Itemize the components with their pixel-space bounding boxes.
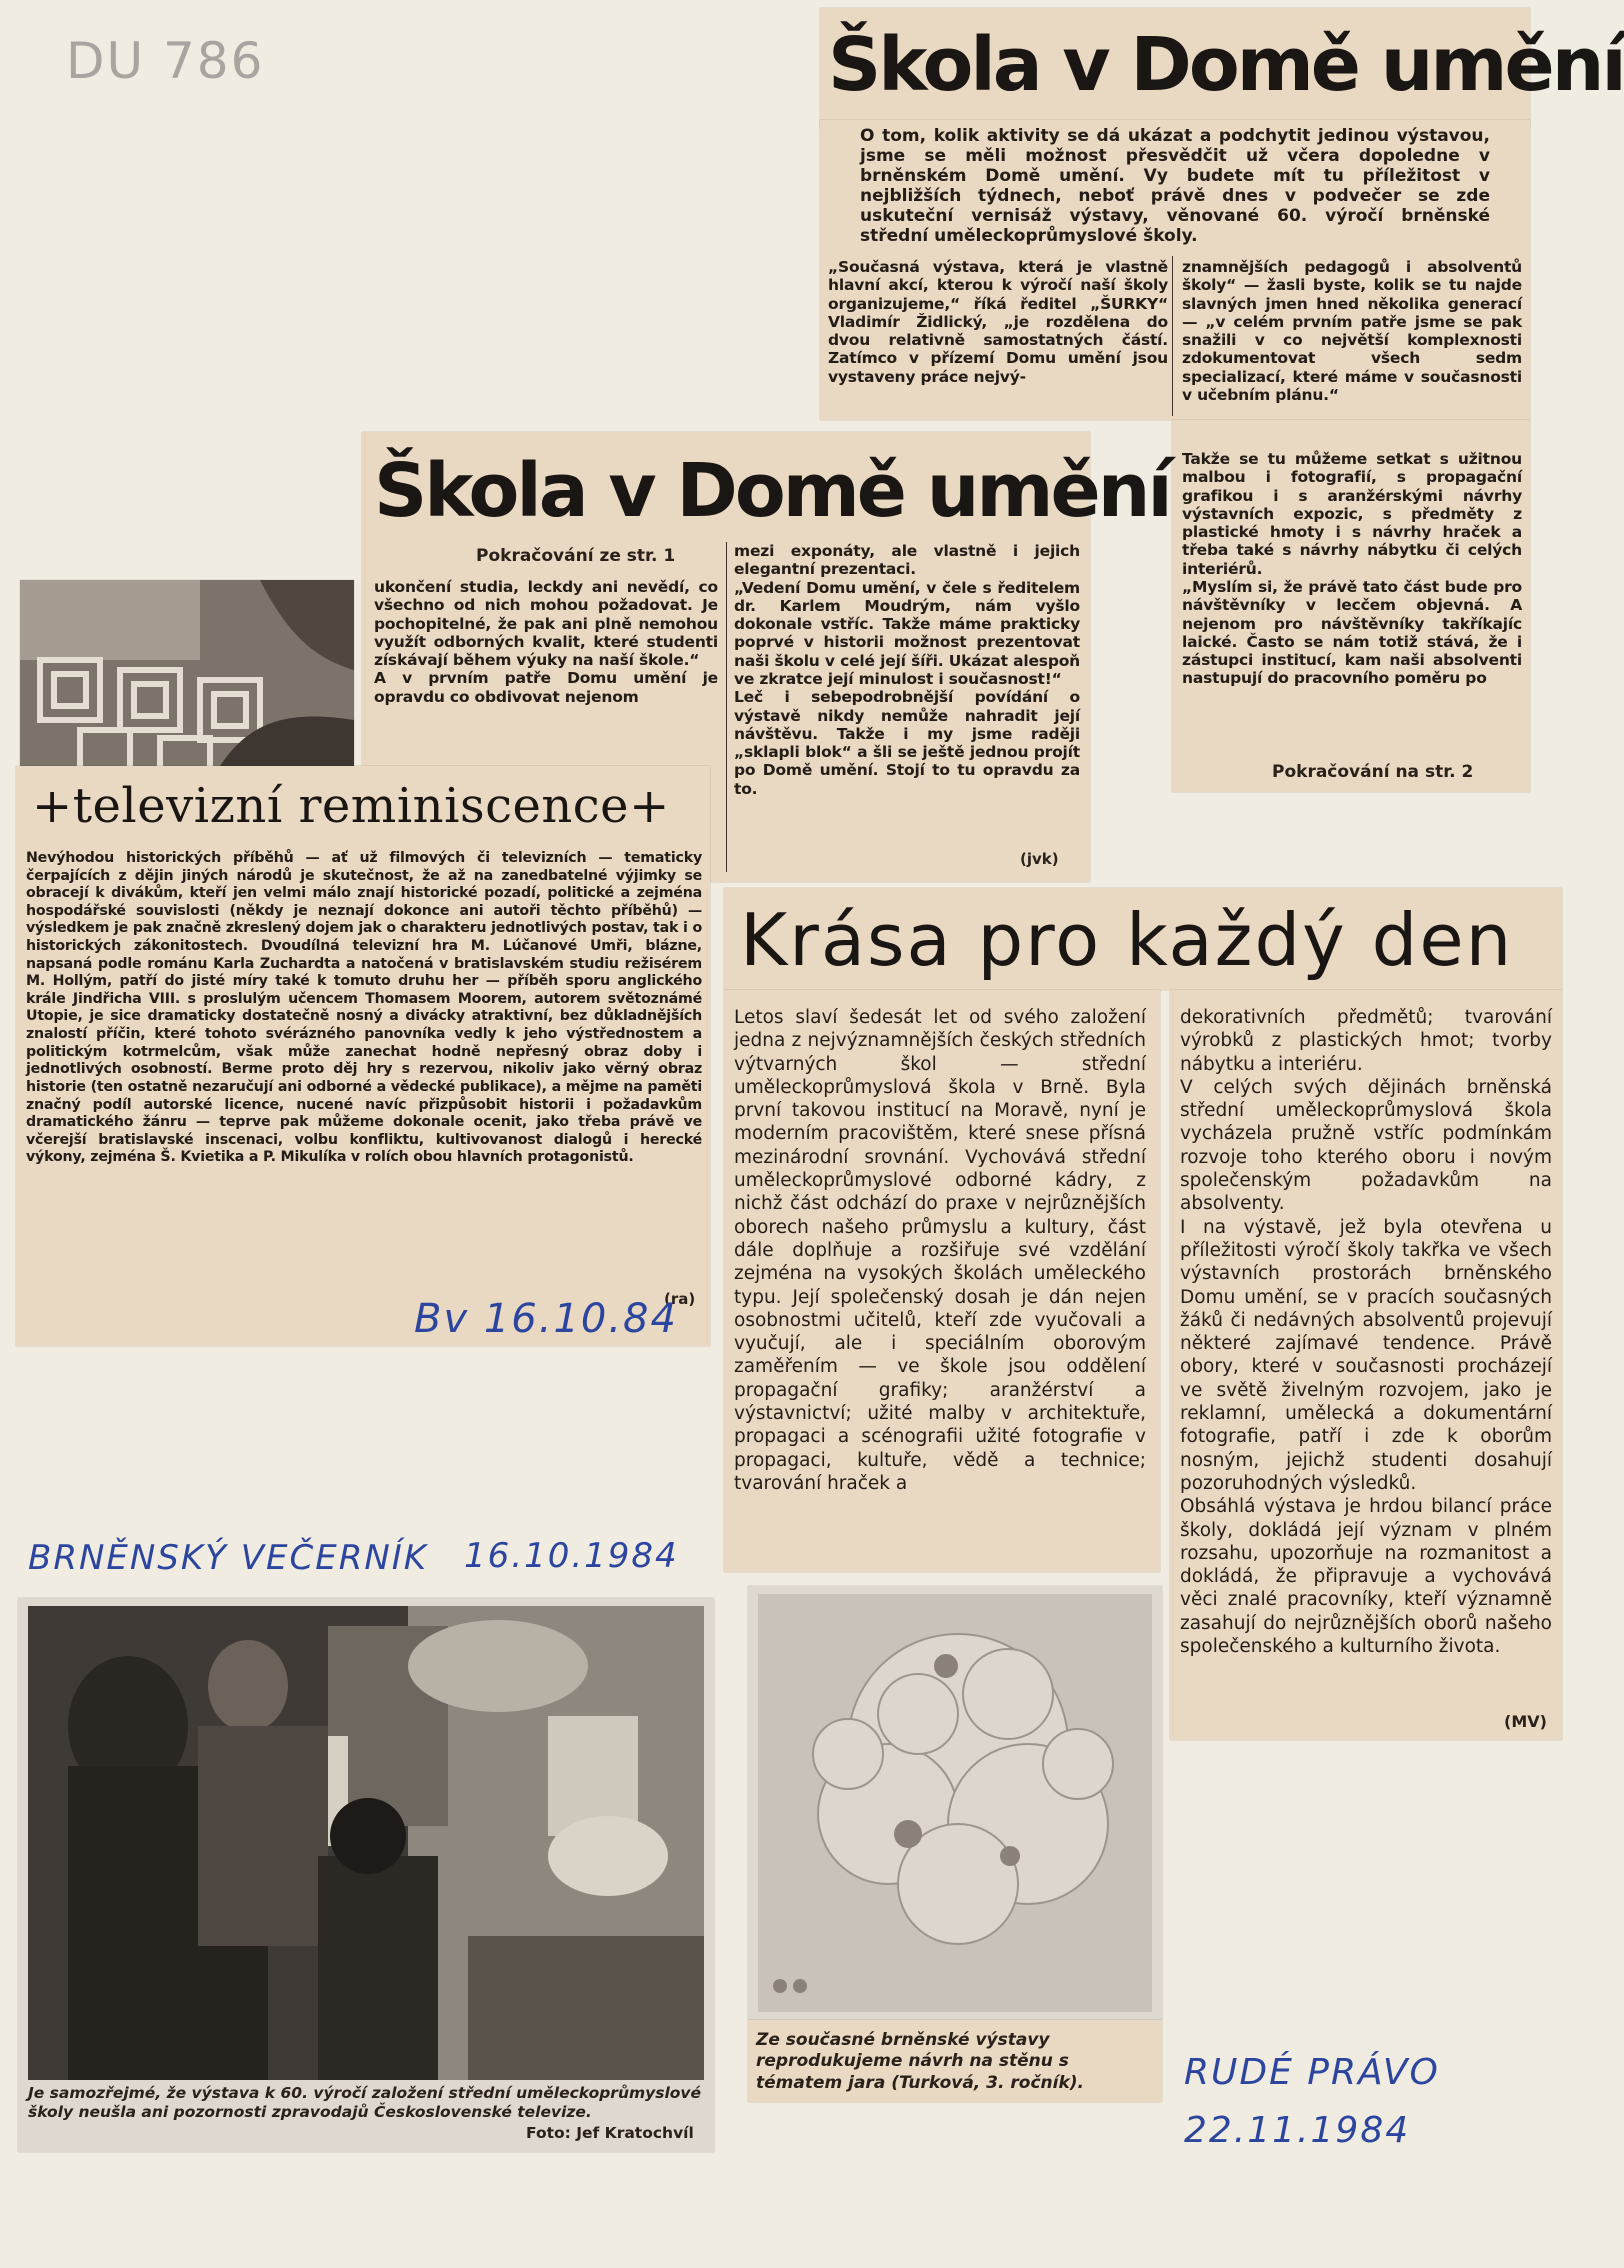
wall-photo-caption: Ze současné brněnské výstavy reprodukujeme návrh na stěnu s tématem jara (Turková, 3. ročník). [756,2030,1084,2093]
exhibition-photo-credit: Foto: Jef Kratochvíl [526,2124,694,2142]
archive-code-note: DU 786 [66,32,265,90]
skola-cont-continued-from: Pokračování ze str. 1 [476,546,676,566]
exhibition-photo-image [28,1606,704,2080]
pravo-date-note: 22.11.1984 [1184,2110,1411,2151]
skola-cont-headline: Škola v Domě umění [374,448,1170,534]
skola-top-col-divider [1172,256,1173,416]
skola-cont-col-divider [726,542,727,872]
small-photo-image [20,580,354,766]
clipping-krasa-col2 [1170,990,1562,1740]
skola-top-continued: Pokračování na str. 2 [1272,762,1474,782]
wall-design-image [758,1594,1152,2012]
clipping-exhibition-photo [18,1598,714,2152]
skola-cont-col1: ukončení studia, leckdy ani nevědí, co všechno od nich mohou požadovat. Je pochopitelné, že pak ani plně nemohou využít odborných kvalit, které studenti získávají během výuky na naší škole.“ A v prvním patře Domu umění je opravdu co obdivovat nejenom [374,578,718,706]
skola-top-headline: Škola v Domě umění [828,22,1624,108]
tv-date-note: Bv 16.10.84 [414,1296,678,1342]
clipping-tv [16,766,710,1346]
tv-signature: (ra) [664,1290,696,1308]
skola-top-col3: Takže se tu můžeme setkat s užitnou malbou i fotografií, s propagační grafikou i s aranžérskými návrhy výstavních expozic, s předměty z plastické hmoty i s návrhy hraček a třeba také s návrhy nábytku či celých interiérů. „Myslím si, že právě tato část bude pro návštěvníky v lecčem objevná. A nejenom pro návštěvníky takříkajíc laické. Často se nám totiž stává, že i zástupci institucí, kam naši absolventi nastupují do pracovního poměru po [1182,450,1522,688]
skola-top-col2: znamnějších pedagogů i absolventů školy“ — žasli byste, kolik se tu najde slavných jmen hned několika generací — „v celém prvním patře jsme se pak snažili v co největší komplexnosti zdokumentovat všech sedm specializací, které máme v současnosti v učebním plánu.“ [1182,258,1522,404]
clipping-wall-caption [748,2020,1162,2102]
tv-headline: +televizní reminiscence+ [32,778,670,834]
clipping-skola-top [820,8,1624,128]
skola-top-col1: „Současná výstava, která je vlastně hlavní akcí, kterou k výročí naší školy organizujeme,“ říká ředitel „ŠURKY“ Vladimír Židlický, „je rozdělena do dvou relativně samostatných částí. Zatímco v přízemí Domu umění jsou vystaveny práce nejvý- [828,258,1168,386]
small-photo [20,580,354,766]
skola-cont-col2: mezi exponáty, ale vlastně i jejich elegantní prezentaci. „Vedení Domu umění, v čele s ředitelem dr. Karlem Moudrým, nám vyšlo dokonale vstříc. Takže máme prakticky poprvé v historii možnost prezentovat naši školu v celé její šíři. Ukázat alespoň ve zkratce její minulost i současnost!“ Leč i sebepodrobnější povídání o výstavě nikdy nemůže nahradit její návštěvu. Takže i my jsme raději „sklapli blok“ a šli se ještě jednou projít po Domě umění. Stojí to tu opravdu za to. [734,542,1080,798]
skola-cont-signature: (jvk) [1020,850,1059,868]
clipping-skola-top-col3 [1172,420,1530,792]
clipping-wall-photo [748,1586,1162,2020]
krasa-col2: dekorativních předmětů; tvarování výrobků z plastických hmot; tvorby nábytku a interiéru. V celých svých dějinách brněnská střední uměleckoprůmyslová škola vycházela pružně vstříc podmínkám rozvoje toho kterého oboru i novým společenským požadavkům na absolventy. I na výstavě, jež byla otevřena u příležitosti výročí školy takřka ve všech výstavních prostorách brněnského Domu umění, se v pracích současných žáků či nedávných absolventů projevují některé zajímavé tendence. Právě obory, které v současnosti procházejí ve světě živelným rozvojem, jako je reklamní, umělecká a dokumentární fotografie, patří i zde k oborům nosným, jejichž studenti dosahují pozoruhodných výsledků. Obsáhlá výstava je hrdou bilancí práce školy, dokládá její význam v plném rozsahu, upozorňuje na rozmanitost a dokládá, že připravuje a vychovává věci znalé pracovníky, kteří významně zasahují do nejrůznějších oborů našeho společenského a kulturního života. [1180,1007,1552,1658]
clipping-krasa [724,888,1562,990]
pravo-source-note: RUDÉ PRÁVO [1184,2052,1440,2093]
exhibition-photo-caption: Je samozřejmé, že výstava k 60. výročí založení střední uměleckoprůmyslové školy neušla ani pozornosti zpravodajů Československé televize. [28,2084,702,2122]
skola-top-lead: O tom, kolik aktivity se dá ukázat a podchytit jedinou výstavou, jsme se měli možnost přesvědčit už včera dopoledne v brněnském Domě umění. Vy budete mít tu příležitost v nejbližších týdnech, neboť právě dnes v podvečer se zde uskuteční vernisáž výstavy, věnované 60. výročí brněnské střední uměleckoprůmyslové školy. [860,126,1490,247]
krasa-col1: Letos slaví šedesát let od svého založení jedna z nejvýznamnějších českých středních výtvarných škol — střední uměleckoprůmyslová škola v Brně. Byla první takovou institucí na Moravě, nyní je moderním pracovištěm, které snese přísná mezinárodní srovnání. Vychovává střední uměleckoprůmyslové odborné kádry, z nichž část odchází do praxe v nejrůznějších oborech našeho průmyslu a kultury, část dále doplňuje a rozšiřuje své vzdělání zejména na vysokých školách uměleckého typu. Její společenský dosah je dán nejen osobnostmi učitelů, kteří zde vyučovali a vyučují, ale i speciálním oborovým zaměřením — ve škole jsou oddělení propagační grafiky; aranžérství a výstavnictví; užité malby v architektuře, propagaci a scénografii užité fotografie v propagaci, kultuře, vědě a technice; tvarování hraček a [734,1007,1146,1494]
clipping-krasa-col1 [724,990,1160,1572]
tv-body: Nevýhodou historických příběhů — ať už filmových či televizních — tematicky čerpajících z dějin jiných národů je skutečnost, že až na zanedbatelné výjimky se obracejí k divákům, kteří jen velmi málo znají historické pozadí, politické a zejména hospodářské souvislosti (někdy je neznají dokonce ani autoři těchto příběhů) — výsledkem je pak značně zkreslený dojem jak o charakteru jednotlivých postav, tak i o historických zákonitostech. Dvoudílná televizní hra M. Lúčanové Umři, blázne, napsaná podle románu Karla Zuchardta a natočená v bratislavském studiu režisérem M. Hollým, patří do jisté míry také k tomuto druhu her — příběh sporu anglického krále Jindřicha VIII. s proslulým učencem Thomasem Moorem, autorem světoznámé Utopie, je sice dramaticky dostatečně nosný a divácky atraktivní, bez důkladnějších znalostí příčin, které tohoto svérázného panovníka vedly k jeho výstřednostem a politickým kotrmelcům, však může zanechat hodně nepřesný obraz doby i jednotlivých osobností. Berme proto děj hry s rezervou, nikoliv jako věrný obraz historie (ten ostatně nezaručují ani odborné a vědecké publikace), a mějme na paměti značný podíl autorské licence, nucené navíc přizpůsobit historii i požadavkům dramatického žánru — teprve pak můžeme dokonale ocenit, jako třeba právě ve včerejší bratislavské inscenaci, volbu konfliktu, kultivovanost dialogů i herecké výkony, zejména Š. Kvietika a P. Mikulíka v rolích obou hlavních protagonistů. [26,850,702,1166]
krasa-headline: Krása pro každý den [740,898,1514,982]
vecernik-source-note: BRNĚNSKÝ VEČERNÍK [28,1538,429,1578]
clipping-skola-top-body [820,120,1530,420]
krasa-signature: (MV) [1504,1712,1547,1731]
vecernik-date-note: 16.10.1984 [464,1536,679,1576]
